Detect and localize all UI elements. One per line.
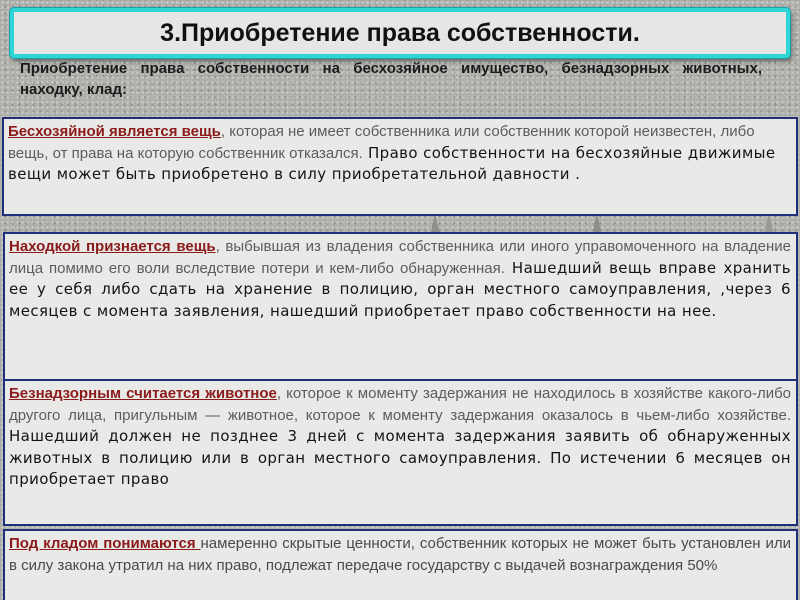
found-item-rule: Нашедший вещь вправе хранить ее у себя либо сдать на хранение в полицию, орган местного самоуправления, ,через 6 месяцев с момента заявления, нашедший приобретает право собственности на нее.	[9, 258, 791, 320]
ownerless-property-term: Бесхозяйной является вещь	[8, 123, 221, 140]
slide-subtitle: Приобретение права собственности на бесхозяйное имущество, безнадзорных животных, находку, клад:	[20, 60, 762, 98]
found-item-punct: ,	[215, 238, 220, 255]
treasure-term: Под кладом понимаются	[9, 535, 201, 552]
treasure-definition: намеренно скрытые ценности, собственник которых не может быть установлен или в силу закона утратил на них право, подлежат передаче государству с выдачей вознаграждения 50%	[9, 535, 791, 574]
stray-animal-rule: Нашедший должен не позднее 3 дней с момента задержания заявить об обнаруженных животных в полицию или в орган местного самоуправления. По истечении 6 месяцев он приобретает право	[9, 427, 791, 488]
treasure-block	[3, 529, 798, 600]
ownerless-property-punct: ,	[220, 123, 226, 140]
stray-animal-definition: которое к моменту задержания не находилось в хозяйстве какого-либо другого лица, пригульным — животное, которое к моменту задержания оказалось в чьем-либо хозяйстве.	[9, 385, 792, 424]
found-item-definition: выбывшая из владения собственника или иного управомоченного на владение лица помимо его воли вследствие потери и кем-либо обнаруженная.	[9, 238, 791, 277]
stray-animal-term: Безнадзорным считается животное	[9, 385, 277, 402]
ownerless-property-definition: которая не имеет собственника или собственник которой неизвестен, либо вещь, от права на которую собственник отказался.	[8, 123, 755, 162]
ownerless-property-block	[2, 117, 798, 216]
stray-animal-block	[3, 379, 798, 526]
ownerless-property-rule: Право собственности на бесхозяйные движимые вещи может быть приобретено в силу приобретательной давности .	[8, 143, 776, 183]
found-item-term: Находкой признается вещь	[9, 238, 216, 255]
slide-title: 3.Приобретение права собственности.	[10, 8, 790, 58]
stray-animal-punct: ,	[276, 385, 282, 402]
found-item-block	[3, 232, 798, 381]
